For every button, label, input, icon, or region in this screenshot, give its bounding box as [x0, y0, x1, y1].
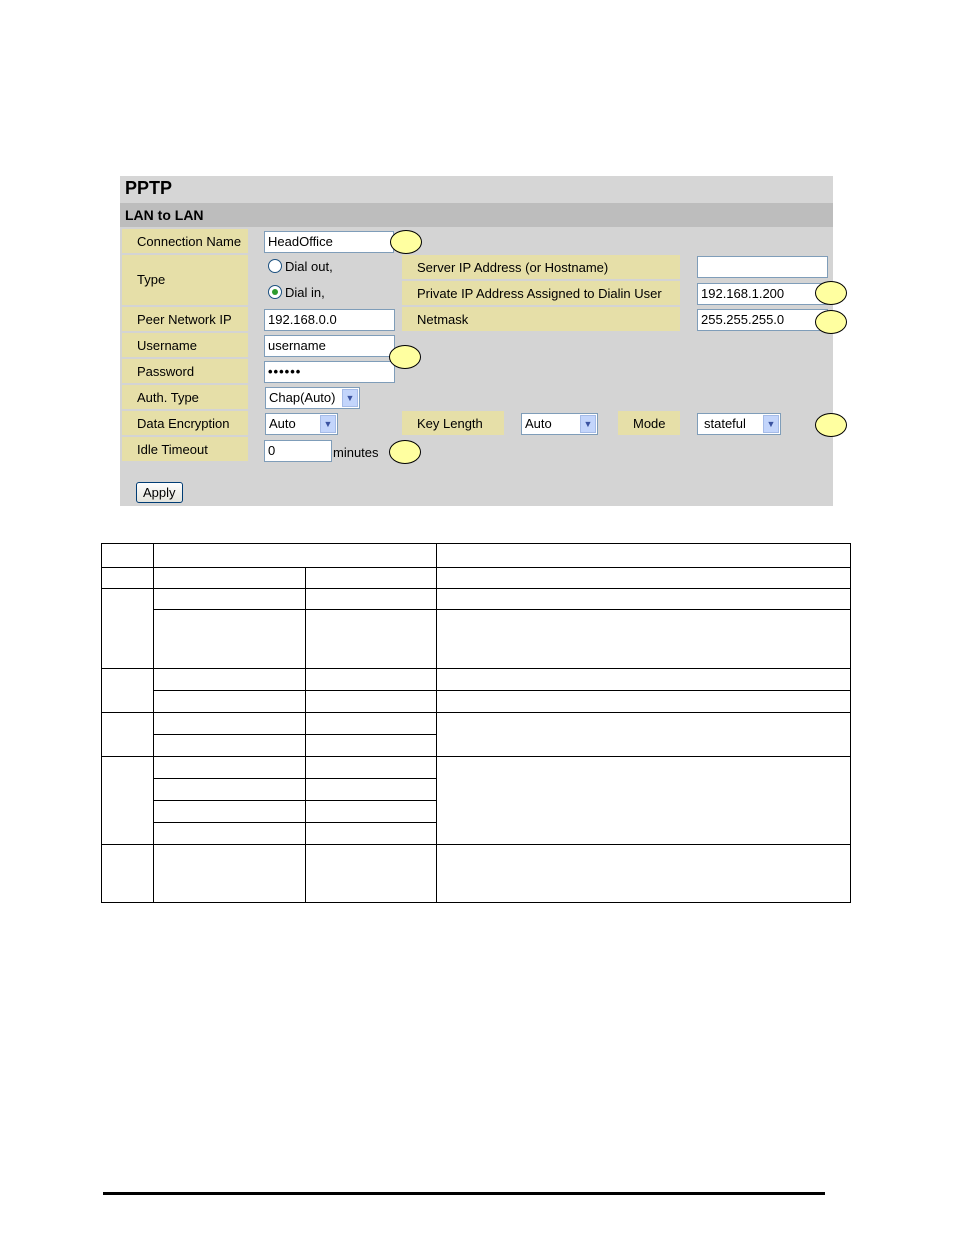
- server-ip-input[interactable]: [697, 256, 828, 278]
- table-row: [102, 568, 851, 589]
- netmask-label: Netmask: [402, 307, 680, 331]
- chevron-down-icon: ▼: [320, 415, 336, 433]
- table-row: [102, 669, 851, 691]
- idle-timeout-label: Idle Timeout: [122, 437, 248, 461]
- type-label: Type: [122, 255, 248, 305]
- idle-timeout-unit: minutes: [333, 445, 379, 460]
- chevron-down-icon: ▼: [342, 389, 358, 407]
- table-row: [102, 691, 851, 713]
- chevron-down-icon: ▼: [580, 415, 596, 433]
- section-title: LAN to LAN: [120, 203, 833, 227]
- radio-icon: [268, 259, 282, 273]
- callout-marker: [389, 345, 421, 369]
- description-table: [101, 543, 851, 903]
- private-ip-input[interactable]: 192.168.1.200: [697, 283, 828, 305]
- key-length-select[interactable]: [521, 413, 598, 435]
- footer-rule: [103, 1192, 825, 1195]
- peer-network-ip-input[interactable]: 192.168.0.0: [264, 309, 395, 331]
- connection-name-label: Connection Name: [122, 229, 248, 253]
- dial-in-label: Dial in,: [285, 285, 325, 300]
- callout-marker: [389, 440, 421, 464]
- peer-network-ip-label: Peer Network IP: [122, 307, 248, 331]
- callout-marker: [390, 230, 422, 254]
- table-row: [102, 757, 851, 779]
- dial-out-label: Dial out,: [285, 259, 333, 274]
- data-encryption-value: Auto: [269, 416, 296, 431]
- chevron-down-icon: ▼: [763, 415, 779, 433]
- private-ip-label: Private IP Address Assigned to Dialin User: [402, 281, 680, 305]
- mode-value: stateful: [704, 416, 746, 431]
- mode-label: Mode: [618, 411, 680, 435]
- mode-select[interactable]: [697, 413, 781, 435]
- server-ip-label: Server IP Address (or Hostname): [402, 255, 680, 279]
- table-row: [102, 610, 851, 669]
- netmask-input[interactable]: 255.255.255.0: [697, 309, 828, 331]
- radio-selected-icon: [268, 285, 282, 299]
- username-input[interactable]: username: [264, 335, 395, 357]
- key-length-value: Auto: [525, 416, 552, 431]
- table-row: [102, 589, 851, 610]
- username-label: Username: [122, 333, 248, 357]
- callout-marker: [815, 281, 847, 305]
- table-row: [102, 713, 851, 735]
- callout-marker: [815, 413, 847, 437]
- idle-timeout-input[interactable]: 0: [264, 440, 332, 462]
- data-encryption-label: Data Encryption: [122, 411, 248, 435]
- connection-name-input[interactable]: HeadOffice: [264, 231, 394, 253]
- table-row: [102, 544, 851, 568]
- apply-button[interactable]: Apply: [136, 482, 183, 503]
- radio-dial-in[interactable]: [250, 281, 400, 305]
- radio-dial-out[interactable]: [250, 255, 400, 279]
- auth-type-value: Chap(Auto): [269, 390, 336, 405]
- callout-marker: [815, 310, 847, 334]
- auth-type-label: Auth. Type: [122, 385, 248, 409]
- password-label: Password: [122, 359, 248, 383]
- table-row: [102, 845, 851, 903]
- data-encryption-select[interactable]: [265, 413, 338, 435]
- key-length-label: Key Length: [402, 411, 504, 435]
- password-input[interactable]: ••••••: [264, 361, 395, 383]
- auth-type-select[interactable]: [265, 387, 360, 409]
- page-title: PPTP: [120, 176, 833, 203]
- pptp-panel: [120, 176, 833, 506]
